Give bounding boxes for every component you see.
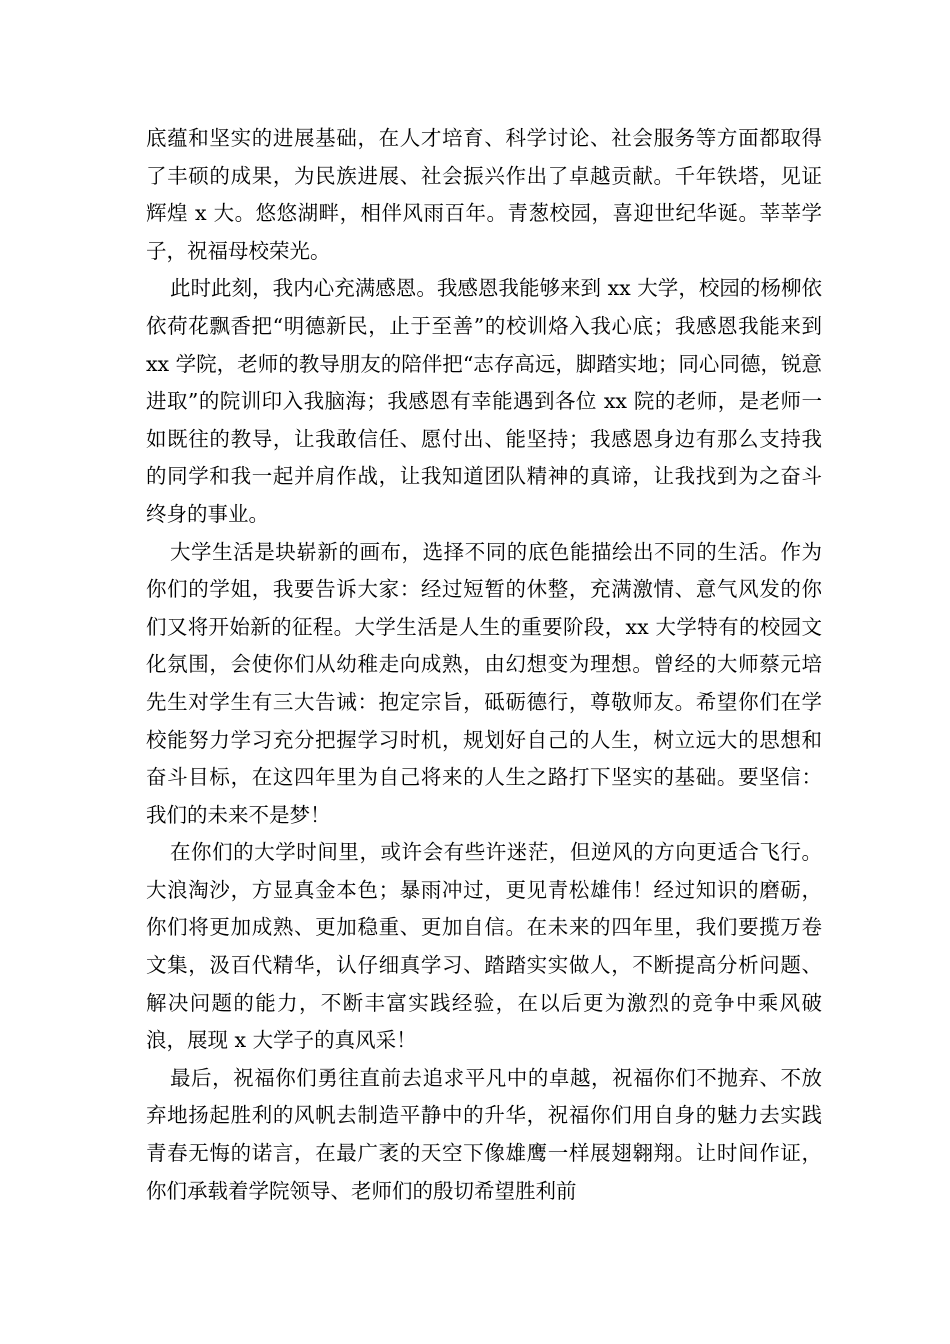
paragraph-encouragement: 在你们的大学时间里，或许会有些许迷茫，但逆风的方向更适合飞行。大浪淘沙，方显真金本色；暴雨冲过，更见青松雄伟！经过知识的磨砺，你们将更加成熟、更加稳重、更加自信。在未来的四年里，我们要揽万卷文集，汲百代精华，认仔细真学习、踏踏实实做人，不断提高分析问题、解决问题的能力，不断丰富实践经验，在以后更为激烈的竞争中乘风破浪，展现 x 大学子的真风采！ (146, 840, 822, 1053)
document-body (146, 120, 822, 1210)
paragraph-university-life: 大学生活是块崭新的画布，选择不同的底色能描绘出不同的生活。作为你们的学姐，我要告诉大家：经过短暂的休整，充满激情、意气风发的你们又将开始新的征程。大学生活是人生的重要阶段，xx 大学特有的校园文化氛围，会使你们从幼稚走向成熟，由幻想变为理想。曾经的大师蔡元培先生对学生有三大告诫：抱定宗旨，砥砺德行，尊敬师友。希望你们在学校能努力学习充分把握学习时机，规划好自己的人生，树立远大的思想和奋斗目标，在这四年里为自己将来的人生之路打下坚实的基础。要坚信：我们的未来不是梦！ (146, 539, 822, 827)
paragraph-continuation: 底蕴和坚实的进展基础，在人才培育、科学讨论、社会服务等方面都取得了丰硕的成果，为民族进展、社会振兴作出了卓越贡献。千年铁塔，见证辉煌 x 大。悠悠湖畔，相伴风雨百年。青葱校园，喜迎世纪华诞。莘莘学子，祝福母校荣光。 (146, 126, 822, 263)
paragraph-gratitude: 此时此刻，我内心充满感恩。我感恩我能够来到 xx 大学，校园的杨柳依依荷花飘香把“明德新民，止于至善”的校训烙入我心底；我感恩我能来到 xx 学院，老师的教导朋友的陪伴把“志存高远，脚踏实地；同心同德，锐意进取”的院训印入我脑海；我感恩有幸能遇到各位 xx 院的老师，是老师一如既往的教导，让我敢信任、愿付出、能坚持；我感恩身边有那么支持我的同学和我一起并肩作战，让我知道团队精神的真谛，让我找到为之奋斗终身的事业。 (146, 276, 822, 526)
paragraph-blessing: 最后，祝福你们勇往直前去追求平凡中的卓越，祝福你们不抛弃、不放弃地扬起胜利的风帆去制造平静中的升华，祝福你们用自身的魅力去实践青春无悔的诺言，在最广袤的天空下像雄鹰一样展翅翱翔。让时间作证，你们承载着学院领导、老师们的殷切希望胜利前 (146, 1065, 822, 1203)
